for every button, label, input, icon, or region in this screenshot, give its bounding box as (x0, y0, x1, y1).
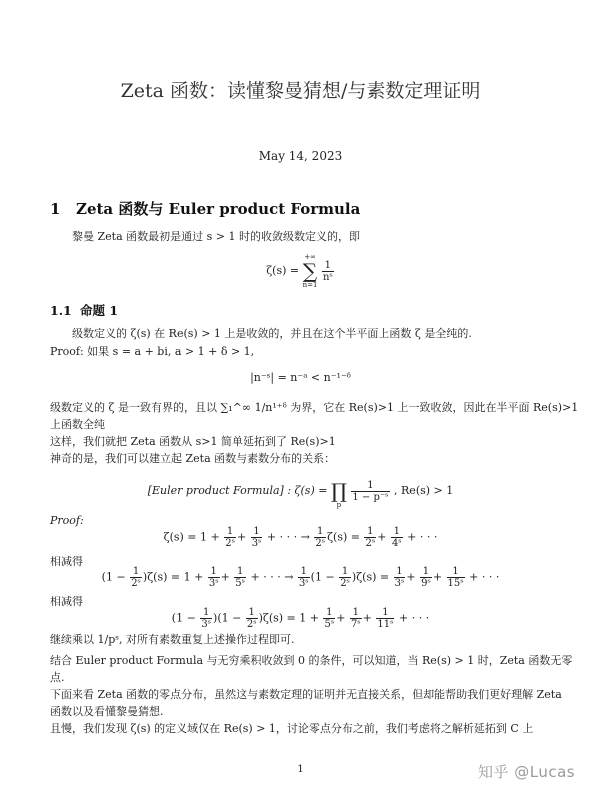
eq-part: + · · · (407, 530, 438, 544)
denominator: 5ˢ (235, 578, 246, 589)
numerator: 1 (376, 607, 394, 619)
numerator: 1 (251, 526, 263, 538)
paragraph-analytic-continuation: 且慢，我们发现 ζ(s) 的定义域仅在 Re(s) > 1，讨论零点分布之前，我们考虑将之解析延拓到 C 上 (50, 722, 534, 735)
fraction (224, 526, 236, 549)
subtraction-equation-2: (1 − $\frac{1}{\text{3ˢ}}$ )(1 − $\frac{1}{\text{2ˢ}}$ )ζ(s) = 1 + $\frac{1}{\text{5ˢ}}$ + $\frac{1}{\text{7ˢ}}$ + $\frac{1}{\text{11ˢ}}$ + · · · (171, 607, 430, 630)
subtract-label: 相减得 (50, 595, 83, 608)
numerator: 1 (200, 607, 212, 619)
eq-rhs: , Re(s) > 1 (394, 484, 454, 497)
euler-product-equation (0, 472, 601, 510)
product-lower: p (336, 501, 342, 509)
zhihu-watermark: 知乎 @Lucas (478, 763, 576, 781)
numerator: 1 (298, 566, 310, 578)
eq-lhs: [Euler product Formula] : ζ(s) = (147, 484, 328, 497)
denominator: 3ˢ (208, 578, 219, 589)
subsection-title: 命题 1 (80, 303, 119, 318)
numerator: 1 (339, 566, 351, 578)
denominator: 3ˢ (251, 538, 262, 549)
numerator: 1 (420, 566, 432, 578)
subtract-label: 相减得 (50, 555, 83, 568)
paragraph-prime-relation: 神奇的是，我们可以建立起 Zeta 函数与素数分布的关系： (50, 452, 336, 465)
fraction (251, 526, 263, 549)
paper-title: Zeta 函数：读懂黎曼猜想/与素数定理证明 (120, 80, 481, 102)
denominator: 15ˢ (447, 578, 464, 589)
bound-equation: |n⁻ˢ| = n⁻ᵃ < n⁻¹⁻ᵟ (250, 371, 351, 384)
fraction (447, 566, 465, 589)
numerator: 1 (364, 526, 376, 538)
paragraph-zero-distribution: 下面来看 Zeta 函数的零点分布，虽然这与素数定理的证明并无直接关系，但却能帮助我们更好理解 Zeta (50, 688, 562, 701)
paper-date: May 14, 2023 (258, 149, 343, 163)
denominator: 5ˢ (324, 619, 335, 630)
eq-part: )ζ(s) = 1 + (142, 570, 204, 584)
fraction (391, 526, 403, 549)
fraction (323, 607, 335, 630)
denominator: 2ˢ (131, 578, 141, 589)
denominator: 1 − p⁻ˢ (352, 491, 389, 503)
denominator: 7ˢ (350, 619, 361, 630)
denominator: 9ˢ (421, 578, 431, 589)
zeta-definition-equation (0, 252, 601, 290)
numerator: 1 (224, 526, 236, 538)
paragraph-uniform-bound-cont: 上函数全纯 (50, 418, 105, 431)
denominator: 4ˢ (391, 538, 402, 549)
sum-lower: n=1 (302, 281, 318, 289)
fraction (322, 260, 334, 283)
numerator: 1 (391, 526, 403, 538)
fraction (208, 566, 220, 589)
fraction (376, 607, 394, 630)
fraction (394, 566, 406, 589)
paragraph-no-zeros-cont: 点. (50, 671, 65, 684)
paragraph-extension: 这样，我们就把 Zeta 函数从 s>1 简单延拓到了 Re(s)>1 (50, 435, 336, 448)
subsection-heading (50, 301, 118, 319)
numerator: 1 (322, 260, 334, 272)
product-sign: ∏ (330, 479, 347, 503)
product (331, 472, 347, 510)
paragraph-continue: 继续乘以 1/pˢ, 对所有素数重复上述操作过程即可. (50, 633, 295, 646)
eq-part: + · · · (469, 570, 500, 584)
fraction (298, 566, 310, 589)
fraction (351, 480, 389, 503)
denominator: 2ˢ (340, 578, 350, 589)
eq-part: (1 − (310, 570, 335, 584)
eq-part: ζ(s) = (327, 530, 360, 544)
eq-part: )ζ(s) = 1 + (258, 611, 319, 625)
numerator: 1 (314, 526, 326, 538)
fraction (350, 607, 362, 630)
eq-part: + · · · (398, 611, 430, 625)
summation (303, 252, 318, 290)
eq-part: (1 − (101, 570, 126, 584)
eq-part: + · · · → (250, 570, 294, 584)
denominator: 11ˢ (377, 619, 394, 630)
expansion-equation: ζ(s) = 1 + $\frac{1}{\text{2ˢ}}$ + $\frac{1}{\text{3ˢ}}$ + · · · → $\frac{1}{\text{2ˢ}}$ ζ(s) = $\frac{1}{\text{2ˢ}}$ + $\frac{1}{\text{4ˢ}}$ + · · · (163, 526, 438, 549)
intro-paragraph: 黎曼 Zeta 函数最初是通过 s > 1 时的收敛级数定义的，即 (72, 230, 360, 243)
sum-upper: +∞ (304, 253, 316, 261)
numerator: 1 (234, 566, 246, 578)
numerator: 1 (246, 607, 258, 619)
proposition-text: 级数定义的 ζ(s) 在 Re(s) > 1 上是收敛的，并且在这个半平面上函数 ζ 是全纯的. (72, 327, 472, 340)
section-title: Zeta 函数与 Euler product Formula (76, 200, 361, 218)
paragraph-zero-distribution-cont: 函数以及看懂黎曼猜想. (50, 705, 164, 718)
eq-part: + · · · → (266, 530, 310, 544)
numerator: 1 (394, 566, 406, 578)
paragraph-no-zeros: 结合 Euler product Formula 与无穷乘积收敛到 0 的条件，可以知道，当 Re(s) > 1 时，Zeta 函数无零 (50, 654, 573, 667)
numerator: 1 (130, 566, 142, 578)
subsection-number: 1.1 (50, 303, 72, 318)
numerator: 1 (351, 480, 389, 492)
numerator: 1 (208, 566, 220, 578)
eq-part: (1 − (171, 611, 196, 625)
denominator: 2ˢ (315, 538, 326, 549)
section-heading (50, 198, 360, 219)
eq-part: )(1 − (213, 611, 242, 625)
denominator: 3ˢ (201, 619, 212, 630)
denominator: 2ˢ (246, 619, 257, 630)
numerator: 1 (323, 607, 335, 619)
denominator: 3ˢ (298, 578, 309, 589)
subtraction-equation-1: (1 − $\frac{1}{\text{2ˢ}}$ )ζ(s) = 1 + $\frac{1}{\text{3ˢ}}$ + $\frac{1}{\text{5ˢ}}$ + · · · → $\frac{1}{\text{3ˢ}}$ (1 − $\frac{1}{\text{2ˢ}}$ )ζ(s) = $\frac{1}{\text{3ˢ}}$ + $\frac{1}{\text{9ˢ}}$ + $\frac{1}{\text{15ˢ}}$ + · · · (101, 566, 500, 589)
fraction (364, 526, 376, 549)
paragraph-uniform-bound: 级数定义的 ζ 是一致有界的，且以 ∑₁^∞ 1/n¹⁺ᵟ 为界，它在 Re(s)>1 上一致收敛，因此在半平面 Re(s)>1 (50, 401, 579, 414)
denominator: nˢ (322, 271, 333, 283)
proof-line: Proof: 如果 s = a + bi, a > 1 + δ > 1, (50, 345, 255, 358)
section-number: 1 (50, 200, 61, 218)
fraction (339, 566, 351, 589)
eq-part: )ζ(s) = (351, 570, 390, 584)
denominator: 2ˢ (365, 538, 376, 549)
numerator: 1 (350, 607, 362, 619)
sum-sign: ∑ (302, 259, 318, 283)
page-number: 1 (297, 764, 304, 775)
denominator: 3ˢ (394, 578, 405, 589)
numerator: 1 (447, 566, 465, 578)
fraction (234, 566, 246, 589)
fraction (246, 607, 258, 630)
eq-lhs: ζ(s) = (266, 264, 300, 277)
fraction (130, 566, 142, 589)
denominator: 2ˢ (225, 538, 235, 549)
fraction (314, 526, 326, 549)
eq-part: ζ(s) = 1 + (163, 530, 220, 544)
proof-label: Proof: (50, 514, 84, 527)
fraction (200, 607, 212, 630)
fraction (420, 566, 432, 589)
